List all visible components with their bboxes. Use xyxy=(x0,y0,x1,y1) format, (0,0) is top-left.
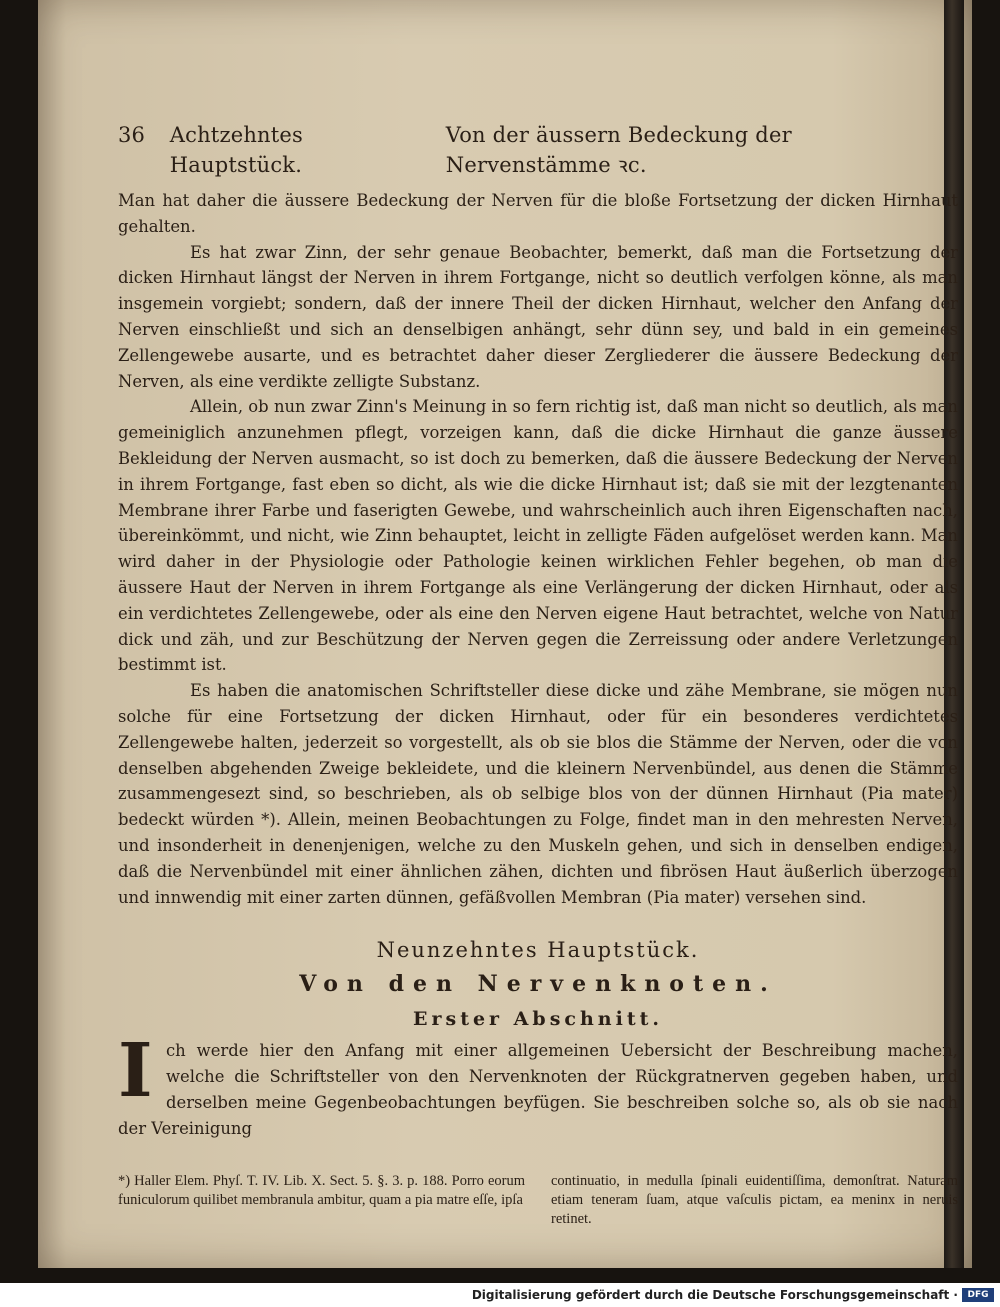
paragraph-1: Man hat daher die äussere Bedeckung der Nerven für die bloße Fortsetzung der dicken Hirnhaut gehalten. xyxy=(118,191,958,236)
intro-text: ch werde hier den Anfang mit einer allgemeinen Uebersicht der Beschreibung machen, welche die Schriftsteller von den Nervenknoten der Rückgratnerven gegeben haben, und derselben meine Gegenbeobachtungen beyfügen. Sie beschreiben solche so, als ob sie nach der Vereinigung xyxy=(118,1041,958,1138)
running-head-subject: Von der äussern Bedeckung der Nervenstämme ꝛc. xyxy=(445,123,792,177)
running-head-chapter: Achtzehntes Hauptstück. xyxy=(169,123,304,177)
chapter-subtitle: Von den Nervenknoten. xyxy=(299,971,777,998)
footnote-right: continuatio, in medulla ſpinali euidentiſſima, demonſtrat. Naturam etiam teneram ſuam, atque vaſculis pictam, ea meninx in neruis retinet. xyxy=(551,1172,958,1227)
footnote-left: *) Haller Elem. Phyſ. T. IV. Lib. X. Sect. 5. §. 3. p. 188. Porro eorum funiculorum quilibet membranula ambitur, quam a pia matre eſſe, ipſa xyxy=(118,1172,525,1208)
footer-credit: Digitalisierung gefördert durch die Deutsche Forschungsgemeinschaft · xyxy=(471,1288,958,1302)
page-number: 36 xyxy=(118,123,146,147)
footer-bar xyxy=(0,1283,1000,1307)
intro-paragraph xyxy=(118,1028,958,1141)
chapter-title: Neunzehntes Hauptstück. xyxy=(376,938,700,963)
paragraph-4: Es haben die anatomischen Schriftsteller diese dicke und zähe Membrane, sie mögen nun solche für eine Fortsetzung der dicken Hirnhaut, oder für ein besonderes verdichtetes Zellengewebe halten, jederzeit so vorgestellt, als ob sie blos die Stämme der Nerven, oder die von denselben abgehenden Zweige bekleidete, und die kleinern Nervenbündel, aus denen die Stämme zusammengesezt sind, so beschrieben, als ob selbige blos von der dünnen Hirnhaut (Pia mater) bedeckt würden *). Allein, meinen Beobachtungen zu Folge, findet man in den mehresten Nerven, und insonderheit in denenjenigen, welche zu den Muskeln gehen, und sich in denselben endigen, daß die Nervenbündel mit einer ähnlichen zähen, dichten und fibrösen Haut äußerlich überzogen und innwendig mit einer zarten dünnen, gefäßvollen Membran (Pia mater) versehen sind. xyxy=(118,681,958,907)
paragraph-2: Es hat zwar Zinn, der sehr genaue Beobachter, bemerkt, daß man die Fortsetzung der dicken Hirnhaut längst der Nerven in ihrem Fortgange, nicht so deutlich verfolgen könne, als man insgemein vorgiebt; sondern, daß der innere Theil der dicken Hirnhaut, welcher den Anfang der Nerven einschließt und sich an denselbigen anhängt, sehr dünn sey, und bald in ein gemeines Zellengewebe ausarte, und es betrachtet daher dieser Zergliederer die äussere Bedeckung der Nerven, als eine verdikte zelligte Substanz. xyxy=(118,242,958,391)
dfg-logo: DFG xyxy=(962,1288,994,1302)
section-title: Erster Abschnitt. xyxy=(413,1008,663,1031)
book-page xyxy=(38,0,972,1268)
drop-cap: I xyxy=(118,1028,153,1115)
page-content xyxy=(118,120,958,1229)
running-head xyxy=(118,120,958,180)
paragraph-3: Allein, ob nun zwar Zinn's Meinung in so fern richtig ist, daß man nicht so deutlich, als man gemeiniglich anzunehmen pflegt, vorzeigen kann, daß die dicke Hirnhaut die ganze äussere Bekleidung der Nerven ausmacht, so ist doch zu bemerken, daß die äussere Bedeckung der Nerven in ihrem Fortgange, fast eben so dicht, als wie die dicke Hirnhaut ist; daß sie mit der lezgtenanten Membrane ihrer Farbe und faserigten Gewebe, und wahrscheinlich auch ihren Eigenschaften nach, übereinkömmt, und nicht, wie Zinn behauptet, leicht in zelligte Fäden aufgelöset werden kann. Man wird daher in der Physiologie oder Pathologie keinen wirklichen Fehler begehen, ob man die äussere Haut der Nerven in ihrem Fortgange als eine Verlängerung der dicken Hirnhaut, oder als ein verdichtetes Zellengewebe, oder als eine den Nerven eigene Haut betrachtet, welche von Natur dick und zäh, und zur Beschützung der Nerven gegen die Zerreissung oder andere Verletzungen bestimmt ist. xyxy=(118,397,958,675)
footnotes xyxy=(118,1172,958,1229)
